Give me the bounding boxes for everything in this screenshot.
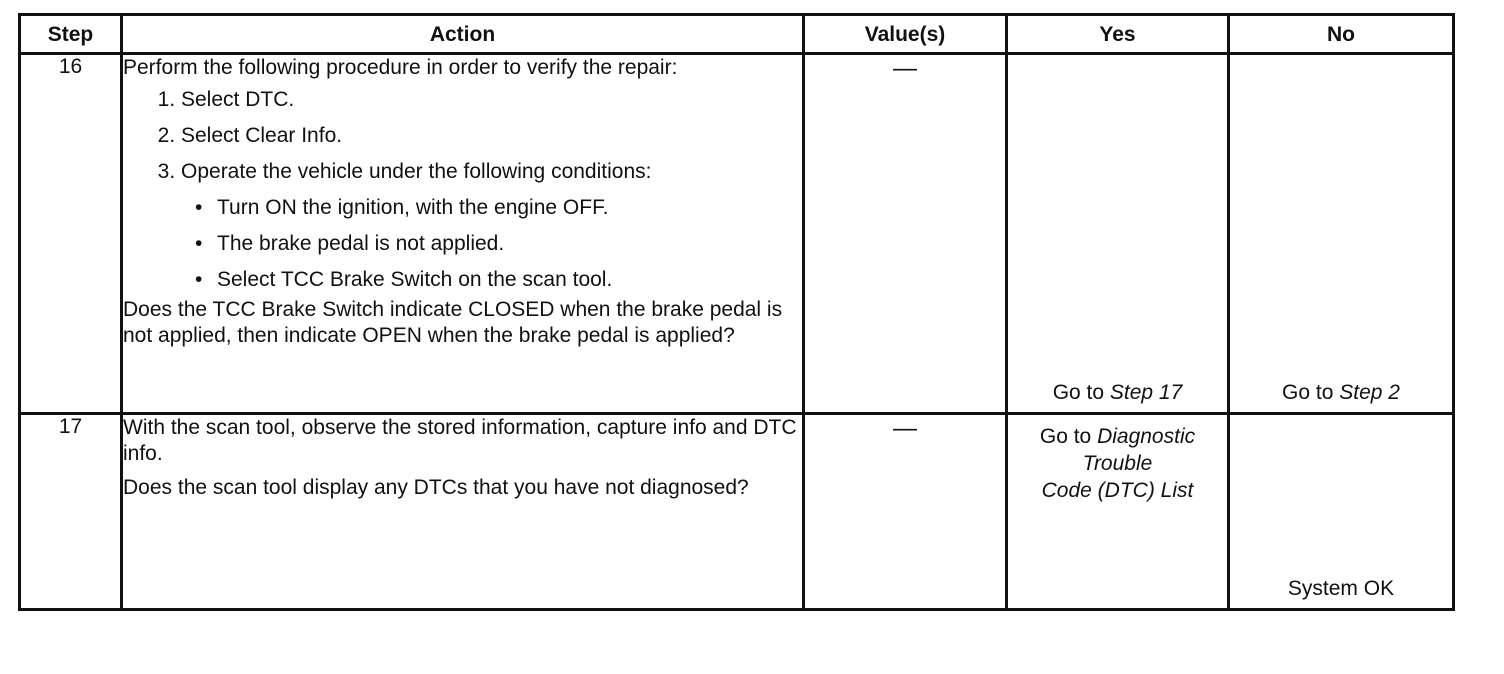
no-step-link[interactable]: Step 2	[1339, 381, 1400, 404]
value-dash: —	[893, 55, 917, 82]
action-cell	[122, 414, 804, 610]
header-yes: Yes	[1007, 15, 1229, 54]
action-question: Does the scan tool display any DTCs that you have not diagnosed?	[123, 476, 749, 499]
procedure-step: 1. Select DTC.	[181, 87, 802, 113]
no-prefix: Go to	[1282, 381, 1340, 404]
yes-prefix: Go to	[1039, 425, 1098, 448]
no-result: System OK	[1287, 577, 1395, 600]
value-dash: —	[893, 415, 917, 442]
yes-step-link[interactable]: Step 17	[1109, 381, 1183, 404]
value-cell	[804, 414, 1007, 610]
yes-cell	[1007, 54, 1229, 414]
yes-goto[interactable]	[1008, 415, 1227, 504]
procedure-step-text: Operate the vehicle under the following conditions:	[181, 160, 652, 183]
table-row-step-17	[20, 414, 1454, 610]
header-no: No	[1229, 15, 1454, 54]
yes-prefix: Go to	[1052, 381, 1110, 404]
action-intro: Perform the following procedure in order to verify the repair:	[123, 56, 678, 79]
procedure-step	[181, 159, 802, 293]
condition-item: • Turn ON the ignition, with the engine OFF.	[217, 195, 802, 221]
yes-dtc-link-line3[interactable]: Code (DTC) List	[1041, 479, 1194, 502]
diagnostic-table	[18, 13, 1455, 611]
procedure-step: 2. Select Clear Info.	[181, 123, 802, 149]
yes-cell	[1007, 414, 1229, 610]
no-cell	[1229, 414, 1454, 610]
condition-item: • Select TCC Brake Switch on the scan tool.	[217, 267, 802, 293]
action-intro: With the scan tool, observe the stored information, capture info and DTC info.	[123, 416, 797, 465]
yes-goto[interactable]	[1008, 380, 1227, 406]
table-row-step-16	[20, 54, 1454, 414]
condition-list	[181, 195, 802, 293]
header-row	[20, 15, 1454, 54]
header-values: Value(s)	[804, 15, 1007, 54]
yes-dtc-link-line2[interactable]: Trouble	[1082, 452, 1153, 475]
step-number: 16	[20, 54, 122, 414]
yes-dtc-link-line1[interactable]: Diagnostic	[1097, 425, 1196, 448]
action-question: Does the TCC Brake Switch indicate CLOSED when the brake pedal is not applied, then indicate OPEN when the brake pedal is applied?	[123, 298, 783, 347]
procedure-list	[123, 87, 802, 293]
no-goto[interactable]	[1230, 380, 1452, 406]
no-cell	[1229, 54, 1454, 414]
header-step: Step	[20, 15, 122, 54]
action-cell	[122, 54, 804, 414]
condition-item: • The brake pedal is not applied.	[217, 231, 802, 257]
value-cell	[804, 54, 1007, 414]
step-number: 17	[20, 414, 122, 610]
header-action: Action	[122, 15, 804, 54]
